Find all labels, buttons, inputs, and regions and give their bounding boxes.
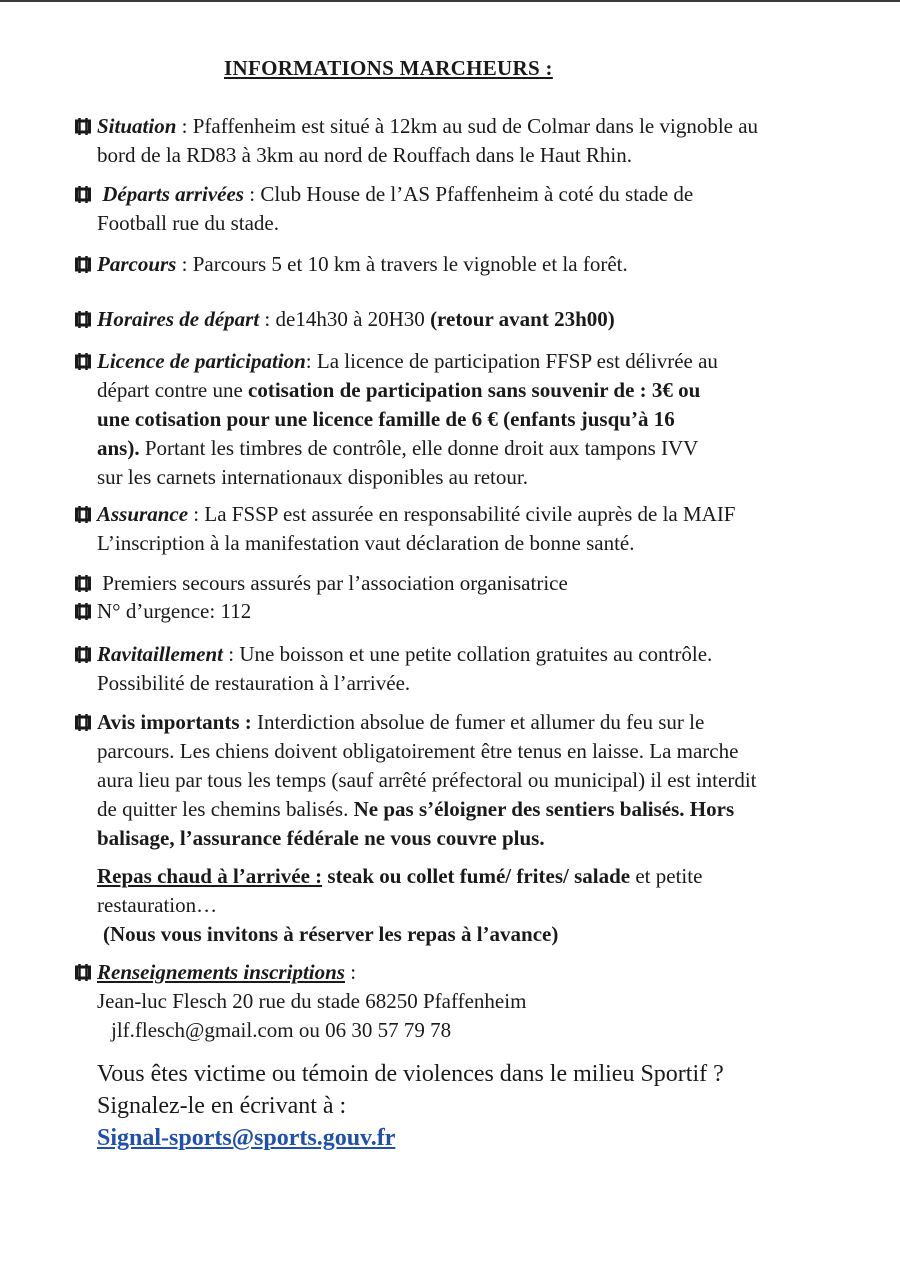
contact-address: Jean-luc Flesch 20 rue du stade 68250 Pfaffenheim <box>97 989 527 1013</box>
square-bullet-icon <box>75 353 91 370</box>
section-ravitaillement: Ravitaillement : Une boisson et une petite collation gratuites au contrôle. Possibilité de restauration à l’arrivée. <box>75 640 865 698</box>
section-label: Renseignements inscriptions <box>97 960 345 984</box>
section-renseignements: Renseignements inscriptions : Jean-luc Flesch 20 rue du stade 68250 Pfaffenheim jlf.flesch@gmail.com ou 06 30 57 79 78 <box>75 958 865 1045</box>
section-label: Situation <box>97 114 177 138</box>
section-repas: Repas chaud à l’arrivée : steak ou collet fumé/ frites/ salade et petite restauration… (Nous vous invitons à réserver les repas à l’avance) <box>97 864 703 946</box>
section-situation: Situation : Pfaffenheim est situé à 12km au sud de Colmar dans le vignoble au bord de la RD83 à 3km au nord de Rouffach dans le Haut Rhin. <box>75 112 865 170</box>
square-bullet-icon <box>75 311 91 328</box>
page-title: INFORMATIONS MARCHEURS : <box>224 56 553 80</box>
section-label: Ravitaillement <box>97 642 223 666</box>
section-label: Licence de participation <box>97 349 306 373</box>
square-bullet-icon <box>75 575 91 592</box>
square-bullet-icon <box>75 186 91 203</box>
square-bullet-icon <box>75 964 91 981</box>
section-label: Repas chaud à l’arrivée : <box>97 864 323 888</box>
section-violences: Vous êtes victime ou témoin de violences dans le milieu Sportif ? Signalez-le en écrivant à : Signal-sports@sports.gouv.fr <box>97 1061 724 1151</box>
section-label: Assurance <box>97 502 189 526</box>
section-parcours: Parcours : Parcours 5 et 10 km à travers le vignoble et la forêt. <box>75 250 865 279</box>
square-bullet-icon <box>75 646 91 663</box>
square-bullet-icon <box>75 118 91 135</box>
scan-top-border <box>0 0 900 2</box>
square-bullet-icon <box>75 506 91 523</box>
section-label: Parcours <box>97 252 177 276</box>
square-bullet-icon <box>75 603 91 620</box>
section-departs: Départs arrivées : Club House de l’AS Pfaffenheim à coté du stade de Football rue du stade. <box>75 180 865 238</box>
section-horaires: Horaires de départ : de14h30 à 20H30 (retour avant 23h00) <box>75 305 865 334</box>
section-label: Avis importants : <box>97 710 252 734</box>
section-avis: Avis importants : Interdiction absolue de fumer et allumer du feu sur le parcours. Les chiens doivent obligatoirement être tenus en laisse. La marche aura lieu par tous les temps (sauf arrêté préfectoral ou municipal) il est interdit de quitter les chemins balisés. Ne pas s’éloigner des sentiers balisés. Hors balisage, l’assurance fédérale ne vous couvre plus. <box>75 708 865 853</box>
section-secours: Premiers secours assurés par l’association organisatrice <box>75 569 865 598</box>
section-licence: Licence de participation: La licence de participation FFSP est délivrée au départ contre une cotisation de participation sans souvenir de : 3€ ou une cotisation pour une licence famille de 6 € (enfants jusqu’à 16 ans). Portant les timbres de contrôle, elle donne droit aux tampons IVV sur les carnets internationaux disponibles au retour. <box>75 347 865 492</box>
section-assurance: Assurance : La FSSP est assurée en responsabilité civile auprès de la MAIF L’inscription à la manifestation vaut déclaration de bonne santé. <box>75 500 865 558</box>
section-label: Horaires de départ <box>97 307 260 331</box>
square-bullet-icon <box>75 256 91 273</box>
square-bullet-icon <box>75 714 91 731</box>
section-label: Départs arrivées <box>102 182 244 206</box>
signal-sports-email-link[interactable]: Signal-sports@sports.gouv.fr <box>97 1125 396 1151</box>
contact-email-phone: jlf.flesch@gmail.com ou 06 30 57 79 78 <box>111 1018 452 1042</box>
section-urgence: N° d’urgence: 112 <box>75 597 865 626</box>
